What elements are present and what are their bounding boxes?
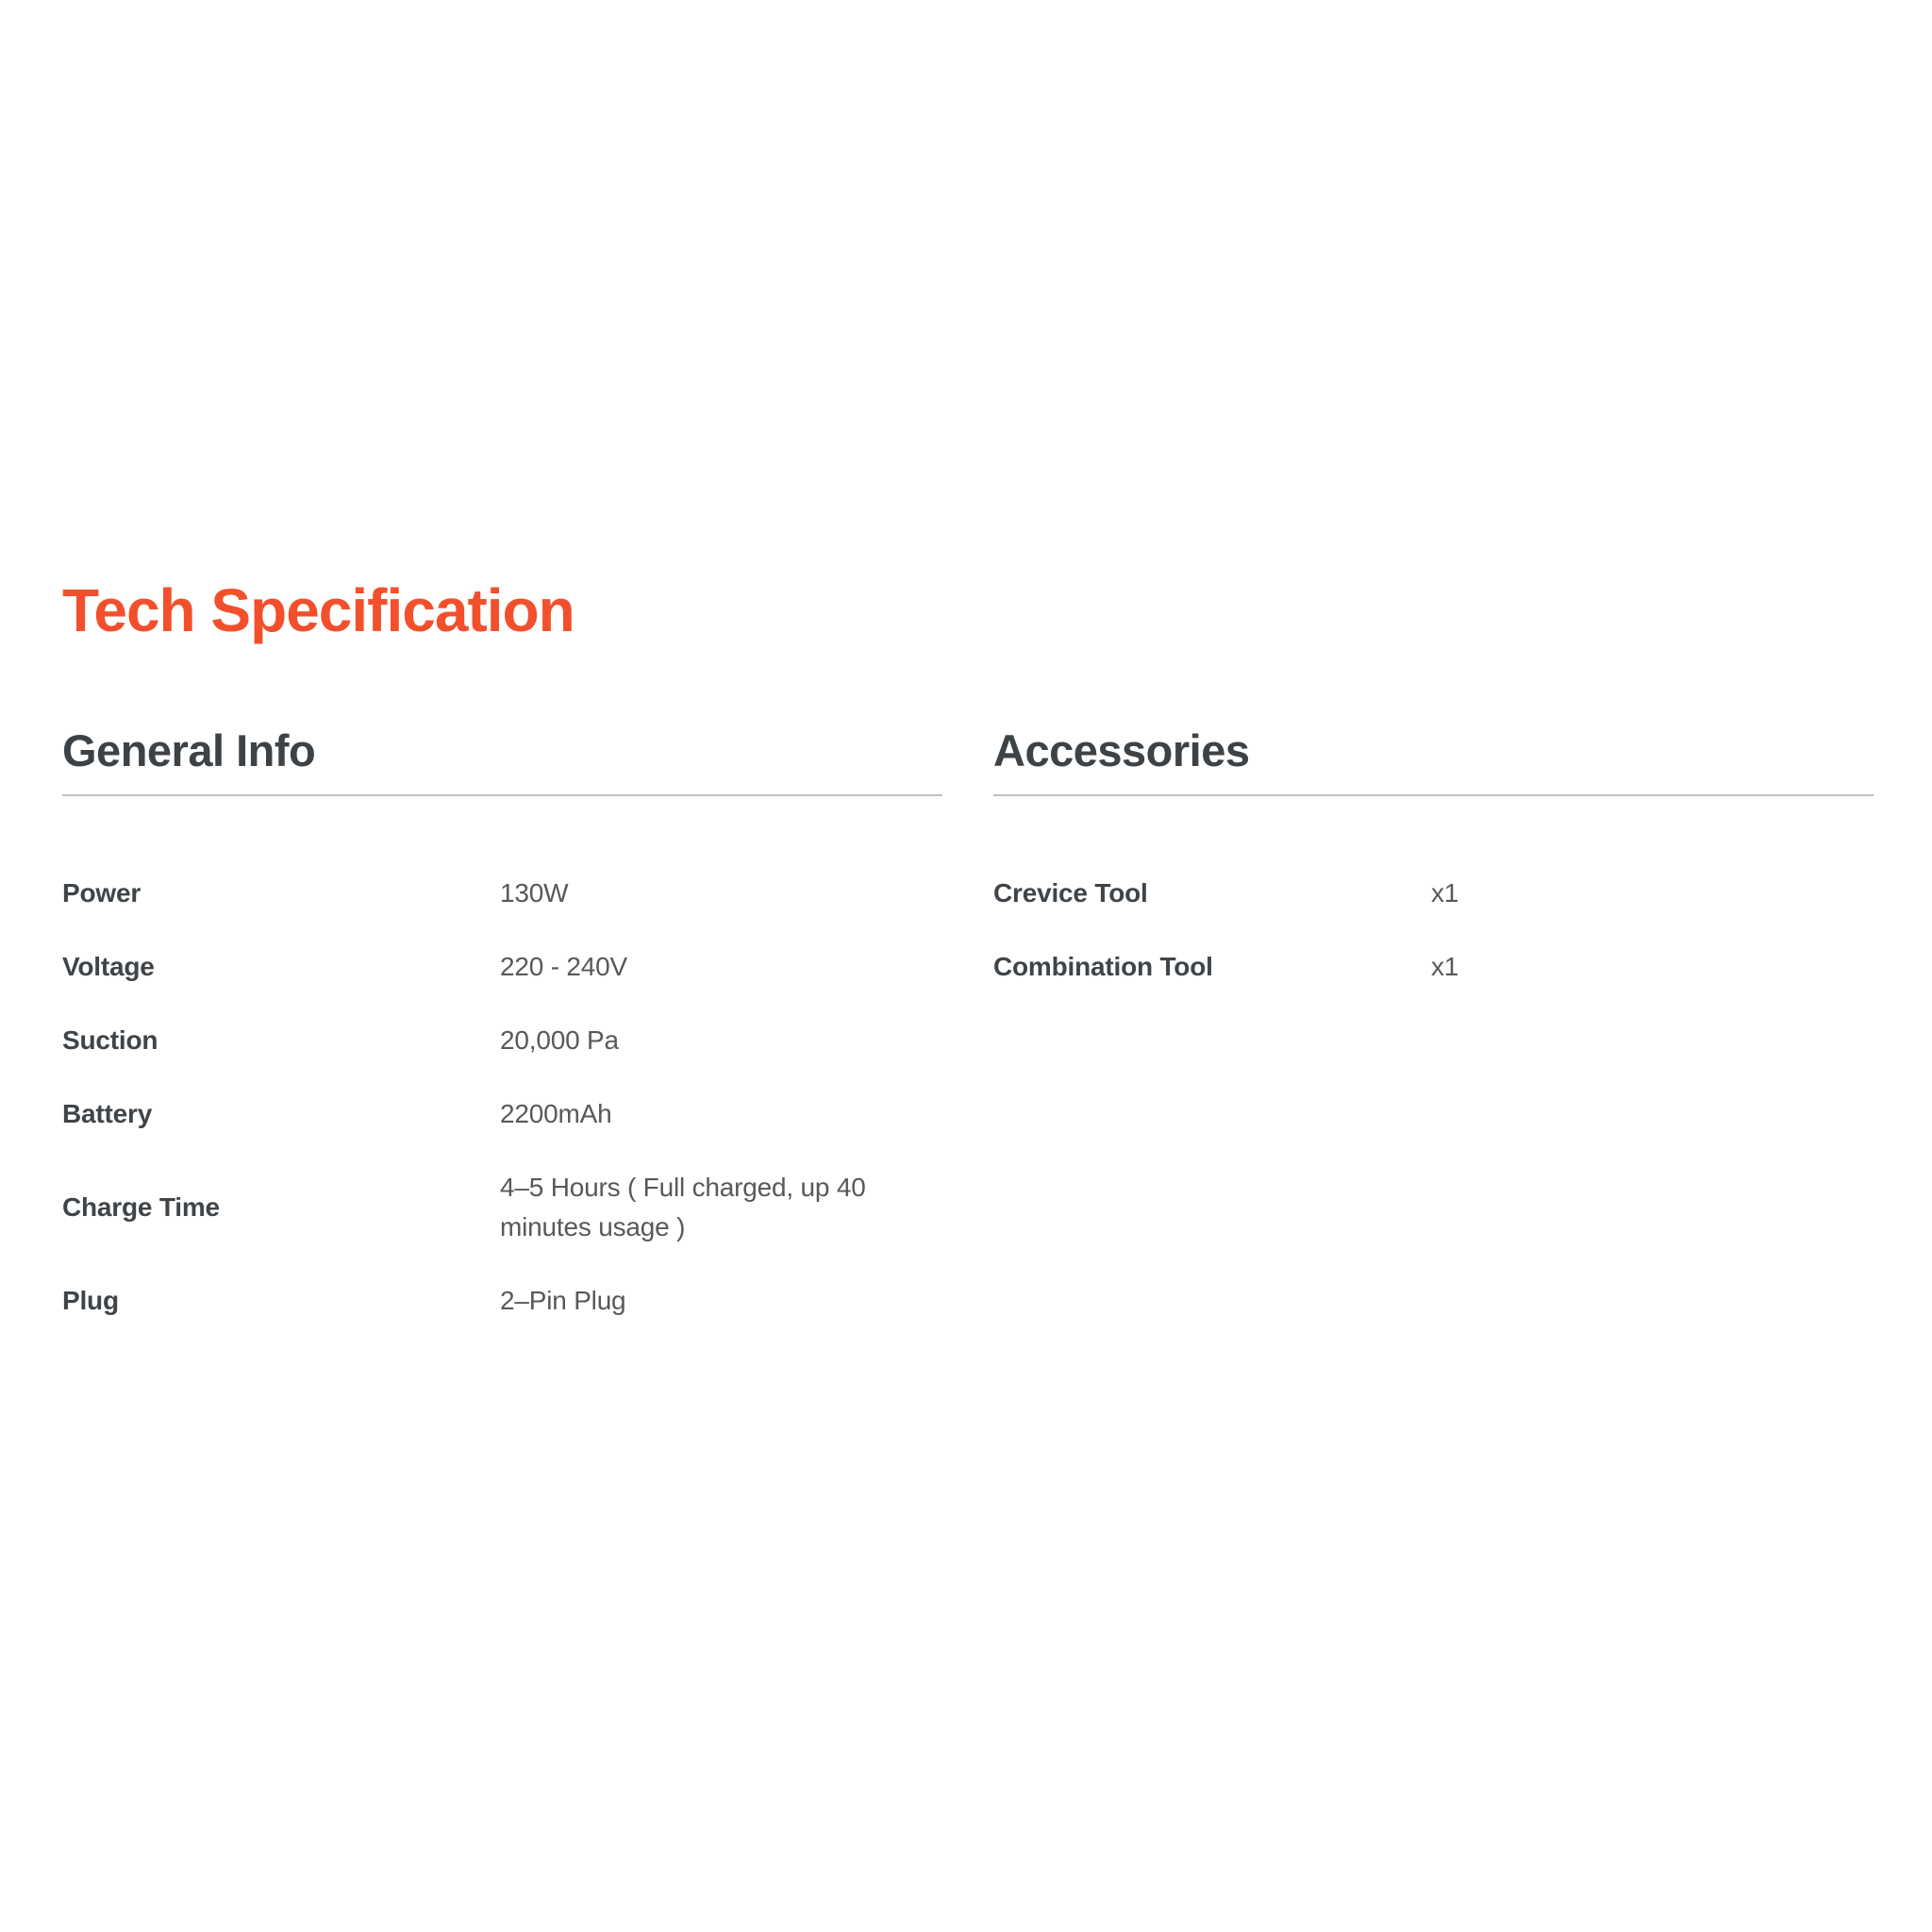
accessories-rows <box>993 874 1874 987</box>
spec-label: Voltage <box>62 952 155 981</box>
general-info-divider <box>62 794 942 796</box>
spec-label: Charge Time <box>62 1192 220 1222</box>
spec-value: 20,000 Pa <box>500 1025 619 1055</box>
general-info-heading: General Info <box>62 725 316 775</box>
spec-row-voltage <box>62 947 942 987</box>
spec-row-power <box>62 874 942 913</box>
spec-value: 130W <box>500 878 569 908</box>
spec-row-crevice-tool <box>993 874 1874 913</box>
accessories-divider <box>993 794 1874 796</box>
general-info-column <box>62 724 942 1355</box>
spec-value: 2200mAh <box>500 1099 612 1128</box>
accessories-heading: Accessories <box>993 725 1250 775</box>
spec-value: 4–5 Hours ( Full charged, up 40 minutes usage ) <box>500 1173 866 1241</box>
accessories-column <box>993 724 1874 1355</box>
spec-value: 220 - 240V <box>500 952 627 981</box>
page-title: Tech Specification <box>62 576 575 644</box>
spec-row-combination-tool <box>993 947 1874 987</box>
spec-label: Plug <box>62 1286 119 1315</box>
spec-label: Combination Tool <box>993 952 1213 981</box>
spec-value: 2–Pin Plug <box>500 1286 626 1315</box>
spec-row-charge-time <box>62 1168 942 1247</box>
spec-label: Power <box>62 878 142 908</box>
spec-value: x1 <box>1431 878 1459 908</box>
general-info-rows <box>62 874 942 1321</box>
spec-row-plug <box>62 1281 942 1321</box>
spec-value: x1 <box>1431 952 1459 981</box>
spec-label: Battery <box>62 1099 153 1128</box>
tech-specification-section <box>62 577 1874 1355</box>
spec-label: Suction <box>62 1025 158 1055</box>
spec-columns <box>62 724 1874 1355</box>
spec-label: Crevice Tool <box>993 878 1148 908</box>
spec-row-battery <box>62 1094 942 1134</box>
spec-row-suction <box>62 1021 942 1060</box>
